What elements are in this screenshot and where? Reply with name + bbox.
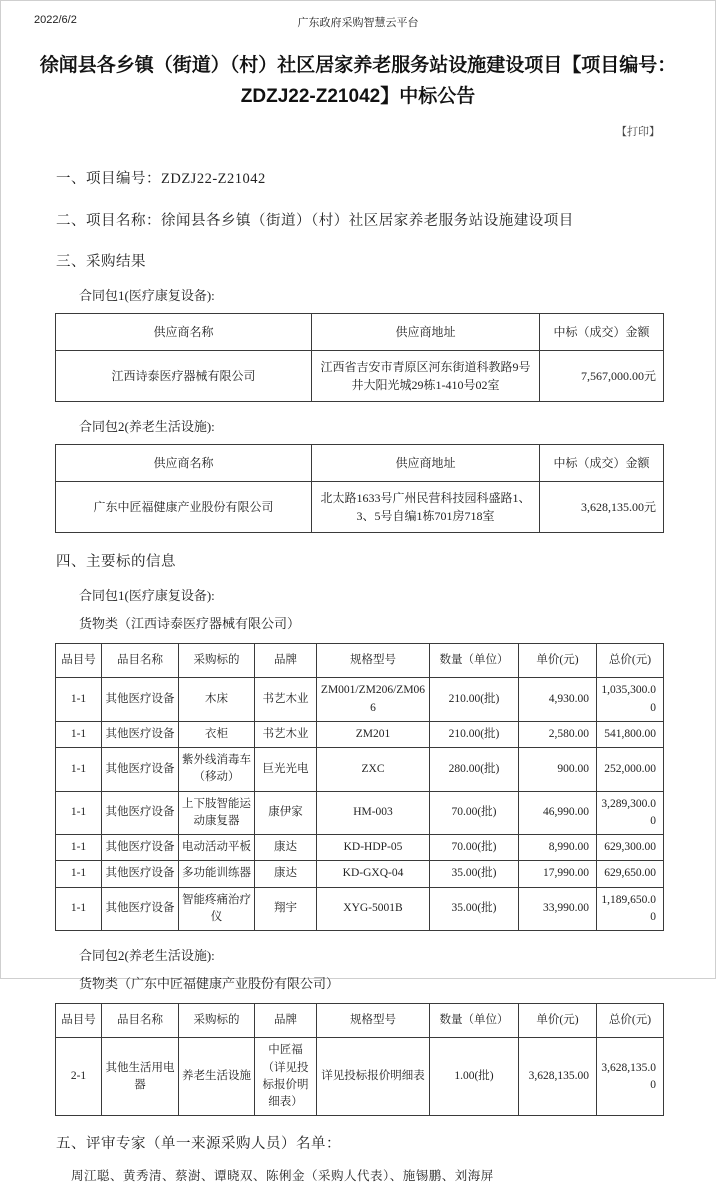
table-cell: 康达 — [255, 861, 317, 887]
table-header-row — [56, 1004, 664, 1038]
table-row — [56, 887, 664, 931]
table-cell: 1-1 — [56, 861, 102, 887]
table-cell: 1-1 — [56, 887, 102, 931]
section-project-name: 二、项目名称：徐闻县各乡镇（街道）（村）社区居家养老服务站设施建设项目 — [56, 213, 574, 229]
table-row — [56, 861, 664, 887]
items-table-package2 — [55, 1003, 664, 1116]
table-cell: 衣柜 — [179, 721, 255, 747]
section-experts-heading: 五、评审专家（单一来源采购人员）名单： — [56, 1136, 341, 1153]
table-cell: 3,628,135.00 — [597, 1038, 664, 1116]
column-header: 供应商名称 — [56, 314, 312, 351]
table-cell: 210.00(批) — [430, 721, 519, 747]
column-header: 供应商地址 — [312, 445, 540, 482]
print-button[interactable]: 【打印】 — [616, 123, 660, 139]
package2-category-label: 货物类（广东中匠福健康产业股份有限公司） — [79, 976, 340, 991]
table-cell: 7,567,000.00元 — [540, 351, 664, 402]
table-cell: 1,189,650.00 — [597, 887, 664, 931]
package1-bid-label: 合同包1(医疗康复设备): — [79, 588, 215, 603]
table-cell: 江西诗泰医疗器械有限公司 — [56, 351, 312, 402]
table-row — [56, 482, 664, 533]
package2-bid-label: 合同包2(养老生活设施): — [79, 948, 215, 963]
column-header: 中标（成交）金额 — [540, 314, 664, 351]
print-date: 2022/6/2 — [34, 14, 77, 26]
column-header: 品牌 — [255, 644, 317, 678]
table-cell: KD-GXQ-04 — [317, 861, 430, 887]
table-cell: KD-HDP-05 — [317, 835, 430, 861]
table-cell: 紫外线消毒车（移动） — [179, 748, 255, 792]
table-cell: 1,035,300.00 — [597, 678, 664, 722]
table-cell: 8,990.00 — [519, 835, 597, 861]
column-header: 单价(元) — [519, 1004, 597, 1038]
table-header-row — [56, 644, 664, 678]
table-cell: 17,990.00 — [519, 861, 597, 887]
site-title: 广东政府采购智慧云平台 — [297, 17, 419, 29]
table-cell: 其他医疗设备 — [102, 887, 179, 931]
column-header: 品目名称 — [102, 644, 179, 678]
table-cell: 1-1 — [56, 678, 102, 722]
table-cell: 其他医疗设备 — [102, 721, 179, 747]
table-cell: 35.00(批) — [430, 887, 519, 931]
column-header: 数量（单位） — [430, 1004, 519, 1038]
section-main-bid-info: 四、主要标的信息 — [56, 554, 176, 570]
table-cell: 1-1 — [56, 748, 102, 792]
table-cell: 46,990.00 — [519, 791, 597, 835]
table-cell: 210.00(批) — [430, 678, 519, 722]
table-cell: 1-1 — [56, 835, 102, 861]
column-header: 规格型号 — [317, 644, 430, 678]
table-header-row — [56, 314, 664, 351]
table-cell: 252,000.00 — [597, 748, 664, 792]
table-row — [56, 721, 664, 747]
section-procurement-result: 三、采购结果 — [56, 254, 146, 270]
package2-result-label: 合同包2(养老生活设施): — [79, 419, 215, 434]
supplier-table-package1 — [55, 313, 664, 402]
table-header-row — [56, 445, 664, 482]
table-cell: 康达 — [255, 835, 317, 861]
column-header: 采购标的 — [179, 1004, 255, 1038]
table-cell: 巨光光电 — [255, 748, 317, 792]
table-cell: 35.00(批) — [430, 861, 519, 887]
table-cell: 629,300.00 — [597, 835, 664, 861]
column-header: 品目名称 — [102, 1004, 179, 1038]
table-cell: HM-003 — [317, 791, 430, 835]
table-row — [56, 351, 664, 402]
table-cell: 书艺木业 — [255, 721, 317, 747]
table-cell: ZM001/ZM206/ZM066 — [317, 678, 430, 722]
toolbar — [1, 112, 715, 140]
column-header: 中标（成交）金额 — [540, 445, 664, 482]
column-header: 规格型号 — [317, 1004, 430, 1038]
supplier-table-package2 — [55, 444, 664, 533]
table-cell: 1-1 — [56, 791, 102, 835]
table-cell: 33,990.00 — [519, 887, 597, 931]
table-cell: 3,628,135.00 — [519, 1038, 597, 1116]
table-row — [56, 678, 664, 722]
table-cell: ZXC — [317, 748, 430, 792]
table-cell: 养老生活设施 — [179, 1038, 255, 1116]
table-cell: 其他医疗设备 — [102, 791, 179, 835]
table-cell: 280.00(批) — [430, 748, 519, 792]
table-cell: 书艺木业 — [255, 678, 317, 722]
package1-category-label: 货物类（江西诗泰医疗器械有限公司） — [79, 616, 301, 631]
table-cell: 1-1 — [56, 721, 102, 747]
table-cell: 1.00(批) — [430, 1038, 519, 1116]
table-cell: 541,800.00 — [597, 721, 664, 747]
table-cell: 翔宇 — [255, 887, 317, 931]
table-cell: 上下肢智能运动康复器 — [179, 791, 255, 835]
table-cell: 2-1 — [56, 1038, 102, 1116]
table-cell: 中匠福（详见投标报价明细表） — [255, 1038, 317, 1116]
table-cell: 70.00(批) — [430, 791, 519, 835]
table-cell: 其他医疗设备 — [102, 835, 179, 861]
column-header: 数量（单位） — [430, 644, 519, 678]
column-header: 单价(元) — [519, 644, 597, 678]
table-cell: 康伊家 — [255, 791, 317, 835]
column-header: 品牌 — [255, 1004, 317, 1038]
table-row — [56, 835, 664, 861]
table-cell: 其他医疗设备 — [102, 748, 179, 792]
table-cell: XYG-5001B — [317, 887, 430, 931]
section-project-number: 一、项目编号：ZDZJ22-Z21042 — [56, 171, 266, 187]
items-table-package1 — [55, 643, 664, 931]
table-cell: 70.00(批) — [430, 835, 519, 861]
column-header: 采购标的 — [179, 644, 255, 678]
table-cell: 木床 — [179, 678, 255, 722]
table-cell: 电动活动平板 — [179, 835, 255, 861]
table-cell: ZM201 — [317, 721, 430, 747]
table-cell: 多功能训练器 — [179, 861, 255, 887]
column-header: 总价(元) — [597, 644, 664, 678]
table-row — [56, 748, 664, 792]
table-cell: 900.00 — [519, 748, 597, 792]
table-cell: 详见投标报价明细表 — [317, 1038, 430, 1116]
table-cell: 其他医疗设备 — [102, 861, 179, 887]
column-header: 品目号 — [56, 1004, 102, 1038]
table-cell: 3,289,300.00 — [597, 791, 664, 835]
table-cell: 其他生活用电器 — [102, 1038, 179, 1116]
table-cell: 江西省吉安市青原区河东街道科教路9号井大阳光城29栋1-410号02室 — [312, 351, 540, 402]
column-header: 品目号 — [56, 644, 102, 678]
table-cell: 其他医疗设备 — [102, 678, 179, 722]
table-row — [56, 1038, 664, 1116]
table-cell: 4,930.00 — [519, 678, 597, 722]
table-cell: 629,650.00 — [597, 861, 664, 887]
table-cell: 广东中匠福健康产业股份有限公司 — [56, 482, 312, 533]
table-row — [56, 791, 664, 835]
browser-print-header — [1, 1, 715, 29]
experts-name-list: 周江聪、黄秀清、蔡澍、谭晓双、陈俐金（采购人代表）、施锡鹏、刘海屏 — [71, 1169, 494, 1184]
table-cell: 智能疼痛治疗仪 — [179, 887, 255, 931]
package1-result-label: 合同包1(医疗康复设备): — [79, 288, 215, 303]
page-title: 徐闻县各乡镇（街道）（村）社区居家养老服务站设施建设项目【项目编号：ZDZJ22-Z21042】中标公告 — [39, 55, 677, 107]
table-cell: 北太路1633号广州民营科技园科盛路1、3、5号自编1栋701房718室 — [312, 482, 540, 533]
column-header: 总价(元) — [597, 1004, 664, 1038]
table-cell: 3,628,135.00元 — [540, 482, 664, 533]
column-header: 供应商地址 — [312, 314, 540, 351]
column-header: 供应商名称 — [56, 445, 312, 482]
table-cell: 2,580.00 — [519, 721, 597, 747]
